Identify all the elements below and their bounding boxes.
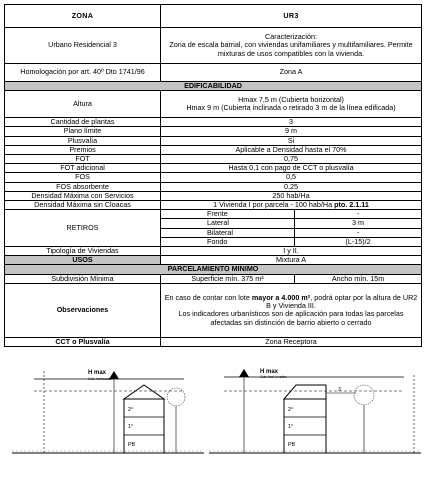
retiro-bilateral-value: - [295,228,422,237]
densidad-cloacas-value [161,201,422,210]
plantas-label: Cantidad de plantas [5,118,161,127]
homologacion-value: Zona A [161,64,422,82]
zona-header: ZONA [5,5,161,28]
section-parcelamiento [5,265,422,274]
row-subdivision [5,274,422,283]
row-homologacion [5,64,422,82]
densidad-servicios-label: Densidad Máxima con Servicios [5,191,161,200]
row-fot-adicional [5,164,422,173]
plantas-value: 3 [161,118,422,127]
cct-label: CCT o Plusvalía [5,337,161,346]
row-fos-absorbente [5,182,422,191]
retiro-bilateral-name: Bilateral [161,228,295,237]
observaciones-label: Observaciones [5,283,161,337]
left-floor-1: 1° [128,424,134,431]
right-section [209,369,421,453]
fot-value: 0,75 [161,155,422,164]
obs-text-2: , podrá optar por la altura de UR2 B y Vivienda III. [266,292,418,311]
row-urbano [5,28,422,64]
caracterizacion-value: Caracterización: Zona de escala barrial, con viviendas unifamiliares y multifamiliares. Permite mixturas de usos compatibles con la vivienda. [161,28,422,64]
row-altura [5,91,422,118]
observaciones-value [161,283,422,337]
densidad-servicios-value: 250 hab/Ha [161,191,422,200]
subdivision-ancho: Ancho mín. 15m [295,274,422,283]
homologacion-label: Homologación por art. 40º Dto 1741/96 [5,64,161,82]
tipologia-value: I y II. [161,247,422,256]
right-floor-2: 2° [288,407,294,414]
left-hmax-sub: Cub. horizontal [88,377,112,382]
usos-label: USOS [5,256,161,265]
fos-absorbente-value: 0,25 [161,182,422,191]
plusvalia-label: Plusvalía [5,136,161,145]
subdivision-label: Subdivisión Mínima [5,274,161,283]
fot-adicional-value: Hasta 0,1 con pago de CCT o plusvalía [161,164,422,173]
right-dim-label: 3 [338,387,341,394]
retiro-lateral-value: 3 m [295,219,422,228]
retiro-fondo-value: (L-15)/2 [295,237,422,246]
left-section [12,370,204,453]
right-hmax-sub: Cub. incl. o retiro [260,375,287,380]
right-floor-1: 1° [288,424,294,431]
altura-value: Hmax 7,5 m (Cubierta horizontal) Hmax 9 m (Cubierta inclinada o retirado 3 m de la línea edificada) [161,91,422,118]
left-floor-pb: PB [128,442,136,449]
premios-value: Aplicable a Densidad hasta el 70% [161,145,422,154]
edificabilidad-title: EDIFICABILIDAD [5,82,422,91]
obs-text-bold: mayor a 4.000 m² [251,292,311,302]
building-sections-diagram [4,365,421,461]
section-edificabilidad [5,82,422,91]
altura-label: Altura [5,91,161,118]
zoning-table [4,4,422,347]
tipologia-label: Tipología de Viviendas [5,247,161,256]
right-floor-pb: PB [288,442,296,449]
cct-value: Zona Receptora [161,337,422,346]
row-tipologia [5,247,422,256]
retiro-fondo-name: Fondo [161,237,295,246]
row-plusvalia [5,136,422,145]
densidad-cloacas-text: 1 Vivienda I por parcela - 100 hab/Ha [213,200,335,210]
left-hmax-label: H max [88,370,107,377]
header-row [5,5,422,28]
row-premios [5,145,422,154]
row-fos [5,173,422,182]
plusvalia-value: Si [161,136,422,145]
subdivision-superficie: Superficie mín. 375 m² [161,274,295,283]
fos-value: 0,5 [161,173,422,182]
retiro-frente-value: - [295,210,422,219]
section-drawings [4,365,421,461]
retiro-frente-name: Frente [161,210,295,219]
left-floor-2: 2° [128,407,134,414]
urbano-label: Urbano Residencial 3 [5,28,161,64]
fot-label: FOT [5,155,161,164]
zone-code-header: UR3 [161,5,422,28]
fos-absorbente-label: FOS absorbente [5,182,161,191]
premios-label: Premios [5,145,161,154]
obs-text-1: En caso de contar con lote [164,292,252,302]
parcelamiento-title: PARCELAMIENTO MINIMO [5,265,422,274]
obs-text-3: Los indicadores urbanísticos son de aplicación para todas las parcelas afectadas sin distinción de barrio abierto o cerrado [178,309,404,327]
right-hmax-label: H max [260,369,279,376]
densidad-cloacas-ref: pto. 2.1.11 [334,200,369,210]
row-observaciones [5,283,422,337]
plano-value: 9 m [161,127,422,136]
fos-label: FOS [5,173,161,182]
row-plano [5,127,422,136]
retiros-label: RETIROS [5,210,161,247]
plano-label: Plano límite [5,127,161,136]
retiro-lateral-name: Lateral [161,219,295,228]
fot-adicional-label: FOT adicional [5,164,161,173]
usos-value: Mixtura A [161,256,422,265]
densidad-cloacas-label: Densidad Máxima sin Cloacas [5,201,161,210]
row-cct [5,337,422,346]
